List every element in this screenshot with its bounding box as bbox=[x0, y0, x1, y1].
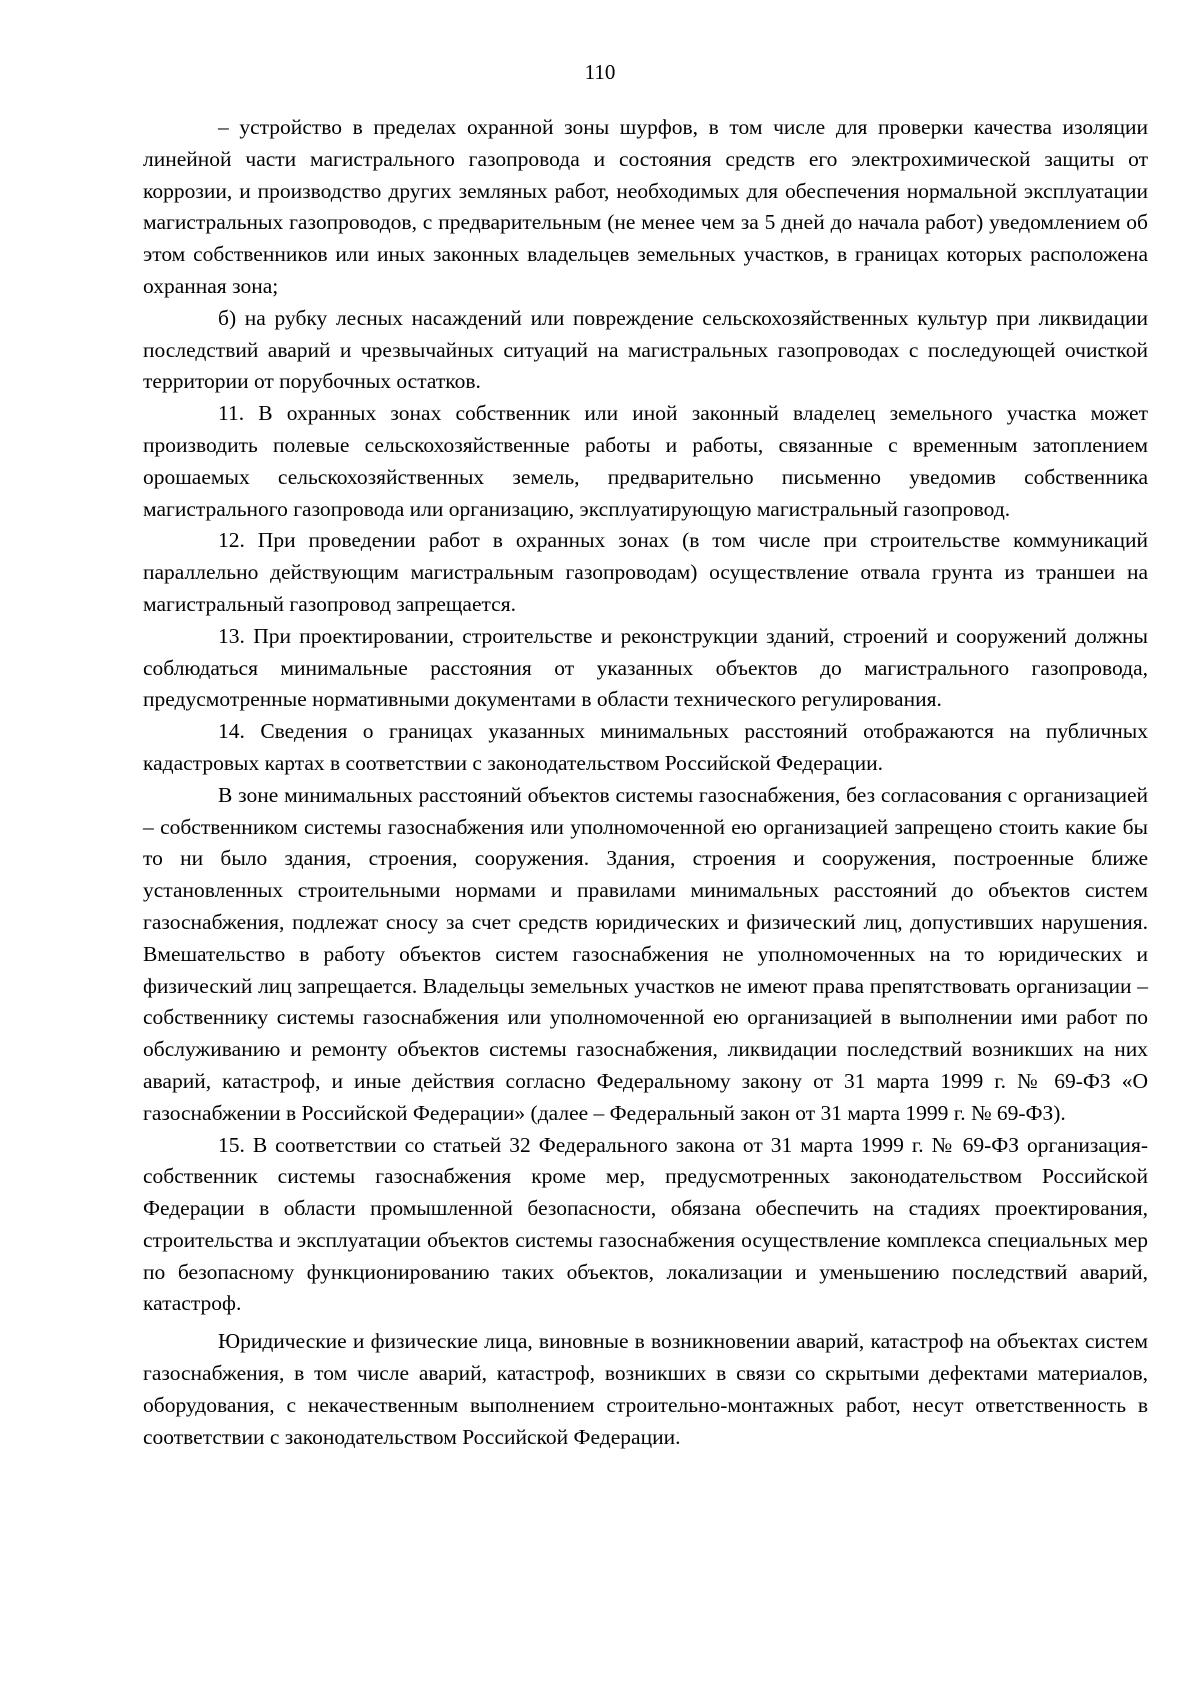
paragraph-13-minimum-distances: 13. При проектировании, строительстве и реконструкции зданий, строений и сооружений должны соблюдаться минимальные расстояния от указанных объектов до магистрального газопровода, предусмотренные нормативными документами в области технического регулирования. bbox=[143, 623, 1148, 712]
paragraph-excavation-pits: – устройство в пределах охранной зоны шурфов, в том числе для проверки качества изоляции линейной части магистрального газопровода и состояния средств его электрохимической защиты от коррозии, и производство других земляных работ, необходимых для обеспечения нормальной эксплуатации магистральных газопроводов, с предварительным (не менее чем за 5 дней до начала работ) уведомлением об этом собственников или иных законных владельцев земельных участков, в границах которых расположена охранная зона; bbox=[143, 115, 1148, 298]
paragraph-14-cadastral-maps: 14. Сведения о границах указанных минимальных расстояний отображаются на публичных кадастровых картах в соответствии с законодательством Российской Федерации. bbox=[143, 719, 1148, 775]
page-number: 110 bbox=[584, 60, 616, 84]
paragraph-11-field-works: 11. В охранных зонах собственник или иной законный владелец земельного участка может производить полевые сельскохозяйственные работы и работы, связанные с временным затоплением орошаемых сельскохозяйственных земель, предварительно письменно уведомив собственника магистрального газопровода или организацию, эксплуатирующую магистральный газопровод. bbox=[143, 401, 1148, 521]
paragraph-12-soil-dumping: 12. При проведении работ в охранных зонах (в том числе при строительстве коммуникаций параллельно действующим магистральным газопроводам) осуществление отвала грунта из траншеи на магистральный газопровод запрещается. bbox=[143, 528, 1148, 616]
paragraph-liability: Юридические и физические лица, виновные в возникновении аварий, катастроф на объектах систем газоснабжения, в том числе аварий, катастроф, возникших в связи со скрытыми дефектами материалов, оборудования, с некачественным выполнением строительно-монтажных работ, несут ответственность в соответствии с законодательством Российской Федерации. bbox=[143, 1329, 1148, 1449]
document-body bbox=[143, 112, 1148, 1453]
paragraph-item-b-tree-cutting: б) на рубку лесных насаждений или повреждение сельскохозяйственных культур при ликвидации последствий аварий и чрезвычайных ситуаций на магистральных газопроводах с последующей очисткой территории от порубочных остатков. bbox=[143, 305, 1148, 394]
paragraph-15-owner-obligations: 15. В соответствии со статьей 32 Федерального закона от 31 марта 1999 г. № 69-ФЗ организация-собственник системы газоснабжения кроме мер, предусмотренных законодательством Российской Федерации в области промышленной безопасности, обязана обеспечить на стадиях проектирования, строительства и эксплуатации объектов системы газоснабжения осуществление комплекса специальных мер по безопасному функционированию таких объектов, локализации и уменьшению последствий аварий, катастроф. bbox=[143, 1132, 1148, 1316]
paragraph-minimum-distance-zone: В зоне минимальных расстояний объектов системы газоснабжения, без согласования с организацией – собственником системы газоснабжения или уполномоченной ею организацией запрещено стоить какие бы то ни было здания, строения, сооружения. Здания, строения и сооружения, построенные ближе установленных строительными нормами и правилами минимальных расстояний до объектов систем газоснабжения, подлежат сносу за счет средств юридических и физический лиц, допустивших нарушения. Вмешательство в работу объектов систем газоснабжения не уполномоченных на то юридических и физический лиц запрещается. Владельцы земельных участков не имеют права препятствовать организации – собственнику системы газоснабжения или уполномоченной ею организацией в выполнении ими работ по обслуживанию и ремонту объектов системы газоснабжения, ликвидации последствий возникших на них аварий, катастроф, и иные действия согласно Федеральному закону от 31 марта 1999 г. № 69-ФЗ «О газоснабжении в Российской Федерации» (далее – Федеральный закон от 31 марта 1999 г. № 69-ФЗ). bbox=[143, 782, 1148, 1125]
